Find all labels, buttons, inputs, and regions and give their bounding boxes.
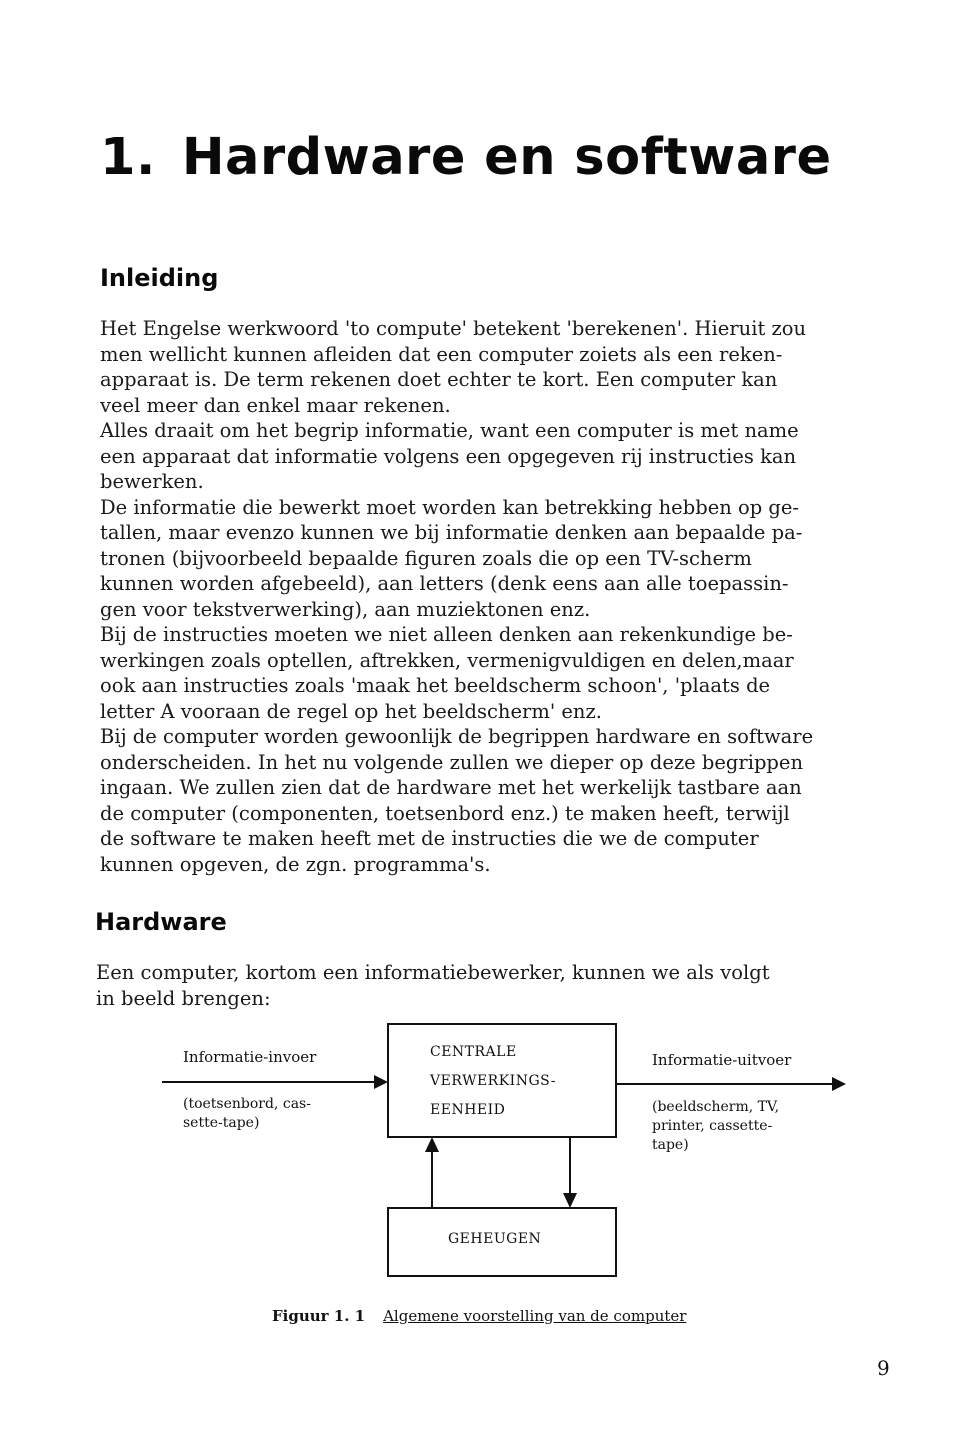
text-line: Bij de computer worden gewoonlijk de begrippen hardware en software	[100, 725, 814, 748]
section-heading-inleiding: Inleiding	[100, 264, 219, 292]
text-line: De informatie die bewerkt moet worden kan betrekking hebben op ge-	[100, 495, 800, 519]
text-line: de computer (componenten, toetsenbord enz.) te maken heeft, terwijl	[100, 801, 790, 825]
text-line: veel meer dan enkel maar rekenen.	[100, 393, 451, 417]
input-example-line: (toetsenbord, cas-	[183, 1096, 311, 1112]
text-line: Een computer, kortom een informatiebewerker, kunnen we als volgt	[96, 961, 770, 984]
text-line: werkingen zoals optellen, aftrekken, vermenigvuldigen en delen,maar	[100, 648, 794, 672]
text-line: in beeld brengen:	[96, 986, 271, 1010]
input-example-line: sette-tape)	[183, 1115, 260, 1131]
text-line: kunnen opgeven, de zgn. programma's.	[100, 852, 491, 876]
chapter-title-text: Hardware en software	[181, 128, 832, 187]
text-line: men wellicht kunnen afleiden dat een computer zoiets als een reken-	[100, 342, 783, 366]
caption-label: Figuur 1. 1	[272, 1307, 366, 1325]
chapter-number: 1.	[100, 128, 156, 187]
cpu-label-line: EENHEID	[430, 1102, 506, 1118]
text-line: Het Engelse werkwoord 'to compute' betekent 'berekenen'. Hieruit zou	[100, 317, 807, 340]
text-line: de software te maken heeft met de instructies die we de computer	[100, 827, 759, 850]
memory-label: GEHEUGEN	[448, 1231, 542, 1247]
text-line: letter A vooraan de regel op het beeldscherm' enz.	[100, 699, 602, 723]
output-example-line: printer, cassette-	[652, 1118, 773, 1134]
input-label: Informatie-invoer	[183, 1048, 317, 1066]
text-line: onderscheiden. In het nu volgende zullen we dieper op deze begrippen	[100, 750, 804, 774]
text-line: Alles draait om het begrip informatie, want een computer is met name	[100, 419, 799, 442]
text-line: ingaan. We zullen zien dat de hardware met het werkelijk tastbare aan	[100, 776, 802, 799]
cpu-to-memory-arrowhead	[563, 1193, 577, 1208]
cpu-label-line: VERWERKINGS-	[430, 1073, 556, 1089]
text-line: tallen, maar evenzo kunnen we bij informatie denken aan bepaalde pa-	[100, 521, 803, 544]
text-line: tronen (bijvoorbeeld bepaalde figuren zoals die op een TV-scherm	[100, 546, 752, 570]
output-example-line: (beeldscherm, TV,	[652, 1099, 780, 1115]
memory-to-cpu-arrowhead	[425, 1137, 439, 1152]
caption-text: Algemene voorstelling van de computer	[383, 1307, 687, 1325]
figure-caption	[272, 1307, 686, 1325]
text-line: Bij de instructies moeten we niet alleen denken aan rekenkundige be-	[100, 623, 793, 646]
output-arrowhead	[832, 1077, 846, 1091]
text-line: een apparaat dat informatie volgens een opgegeven rij instructies kan	[100, 444, 797, 468]
text-line: ook aan instructies zoals 'maak het beeldscherm schoon', 'plaats de	[100, 674, 771, 697]
text-line: apparaat is. De term rekenen doet echter te kort. Een computer kan	[100, 368, 778, 391]
output-example-line: tape)	[652, 1137, 689, 1153]
text-line: gen voor tekstverwerking), aan muziektonen enz.	[100, 597, 591, 621]
text-line: bewerken.	[100, 470, 204, 493]
page-number: 9	[877, 1356, 890, 1380]
section-heading-hardware: Hardware	[95, 908, 227, 936]
output-label: Informatie-uitvoer	[652, 1051, 792, 1069]
cpu-label-line: CENTRALE	[430, 1044, 517, 1060]
input-arrowhead	[374, 1075, 388, 1089]
text-line: kunnen worden afgebeeld), aan letters (denk eens aan alle toepassin-	[100, 572, 789, 595]
